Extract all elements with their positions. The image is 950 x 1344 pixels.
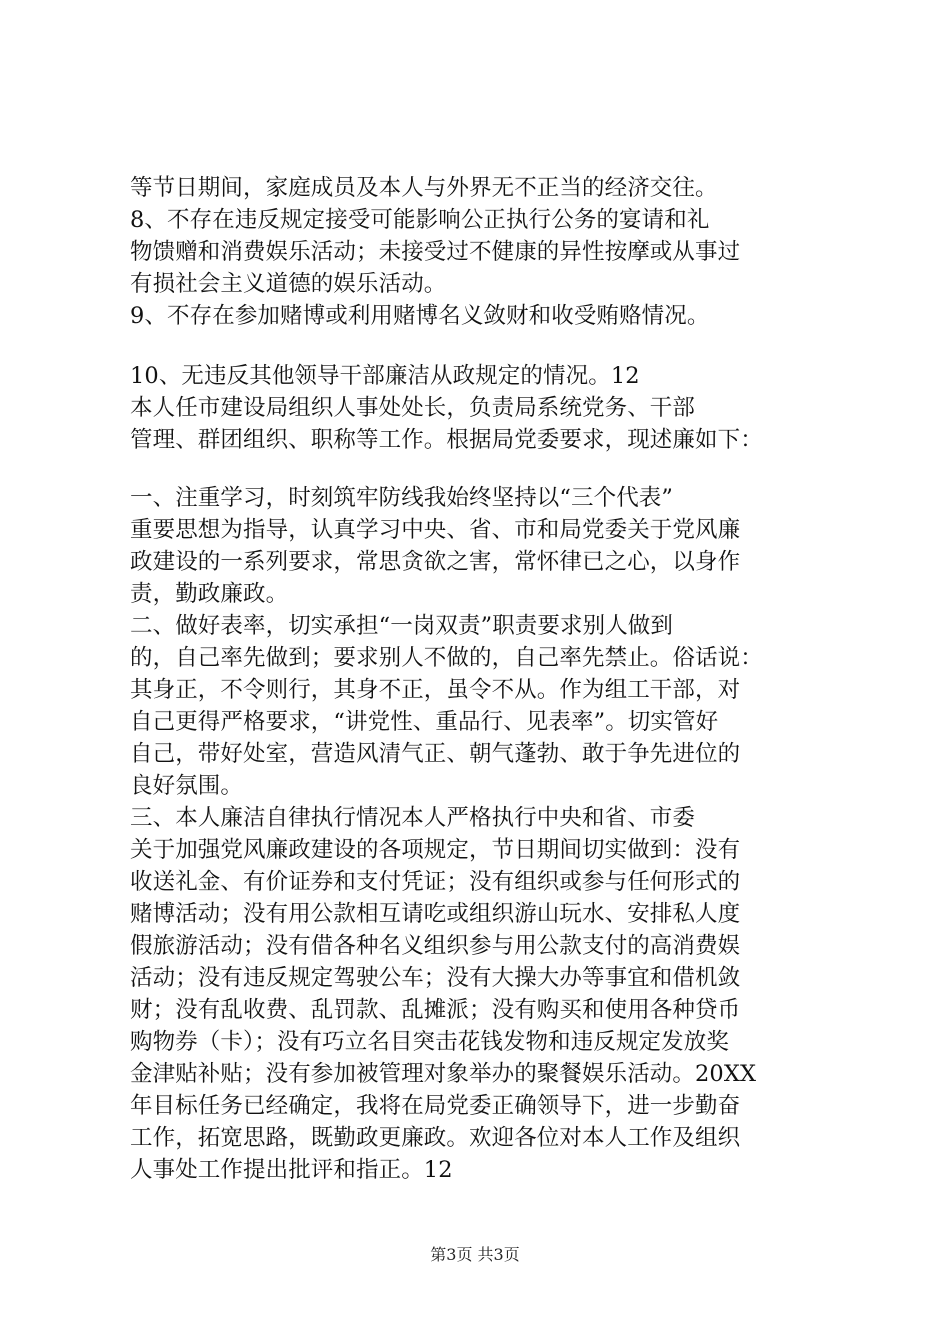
body-text-line: 关于加强党风廉政建设的各项规定，节日期间切实做到：没有	[130, 837, 741, 863]
body-text-line: 政建设的一系列要求，常思贪欲之害，常怀律已之心，以身作	[130, 549, 741, 575]
body-text-line: 有损社会主义道德的娱乐活动。	[130, 271, 447, 297]
body-text-line: 8、不存在违反规定接受可能影响公正执行公务的宴请和礼	[130, 207, 710, 233]
body-text-line: 假旅游活动；没有借各种名义组织参与用公款支付的高消费娱	[130, 933, 741, 959]
body-text-line: 物馈赠和消费娱乐活动；未接受过不健康的异性按摩或从事过	[130, 239, 741, 265]
body-text-line: 自己，带好处室，营造风清气正、朝气蓬勃、敢于争先进位的	[130, 741, 741, 767]
body-text-line: 工作，拓宽思路，既勤政更廉政。欢迎各位对本人工作及组织	[130, 1125, 741, 1151]
body-text-line: 重要思想为指导，认真学习中央、省、市和局党委关于党风廉	[130, 517, 741, 543]
body-text-line: 收送礼金、有价证券和支付凭证；没有组织或参与任何形式的	[130, 869, 741, 895]
body-text-line: 管理、群团组织、职称等工作。根据局党委要求，现述廉如下：	[130, 427, 763, 453]
body-text-line: 年目标任务已经确定，我将在局党委正确领导下，进一步勤奋	[130, 1093, 741, 1119]
body-text-line: 购物券（卡）；没有巧立名目突击花钱发物和违反规定发放奖	[130, 1029, 729, 1055]
body-text-line: 赌博活动；没有用公款相互请吃或组织游山玩水、安排私人度	[130, 901, 741, 927]
body-text-line: 自己更得严格要求，“讲党性、重品行、见表率”。切实管好	[130, 709, 719, 735]
body-text-line: 10、无违反其他领导干部廉洁从政规定的情况。12	[130, 363, 640, 389]
body-text-line: 其身正，不令则行，其身不正，虽令不从。作为组工干部，对	[130, 677, 741, 703]
body-text-line: 财；没有乱收费、乱罚款、乱摊派；没有购买和使用各种贷币	[130, 997, 741, 1023]
body-text-line: 良好氛围。	[130, 773, 244, 799]
body-text-line: 活动；没有违反规定驾驶公车；没有大操大办等事宜和借机敛	[130, 965, 741, 991]
body-text-line: 金津贴补贴；没有参加被管理对象举办的聚餐娱乐活动。20XX	[130, 1061, 757, 1087]
body-text-line: 人事处工作提出批评和指正。12	[130, 1157, 453, 1183]
body-text-line: 三、本人廉洁自律执行情况本人严格执行中央和省、市委	[130, 805, 696, 831]
body-text-line: 一、注重学习，时刻筑牢防线我始终坚持以“三个代表”	[130, 485, 674, 511]
body-text-line: 责，勤政廉政。	[130, 581, 289, 607]
body-text-line: 9、不存在参加赌博或利用赌博名义敛财和收受贿赂情况。	[130, 303, 710, 329]
body-text-line: 的，自己率先做到；要求别人不做的，自己率先禁止。俗话说：	[130, 645, 763, 671]
body-text-line: 等节日期间，家庭成员及本人与外界无不正当的经济交往。	[130, 175, 718, 201]
body-text-line: 本人任市建设局组织人事处处长，负责局系统党务、干部	[130, 395, 696, 421]
body-text-line: 二、做好表率，切实承担“一岗双责”职责要求别人做到	[130, 613, 674, 639]
page-number-footer: 第3页 共3页	[430, 1245, 520, 1264]
